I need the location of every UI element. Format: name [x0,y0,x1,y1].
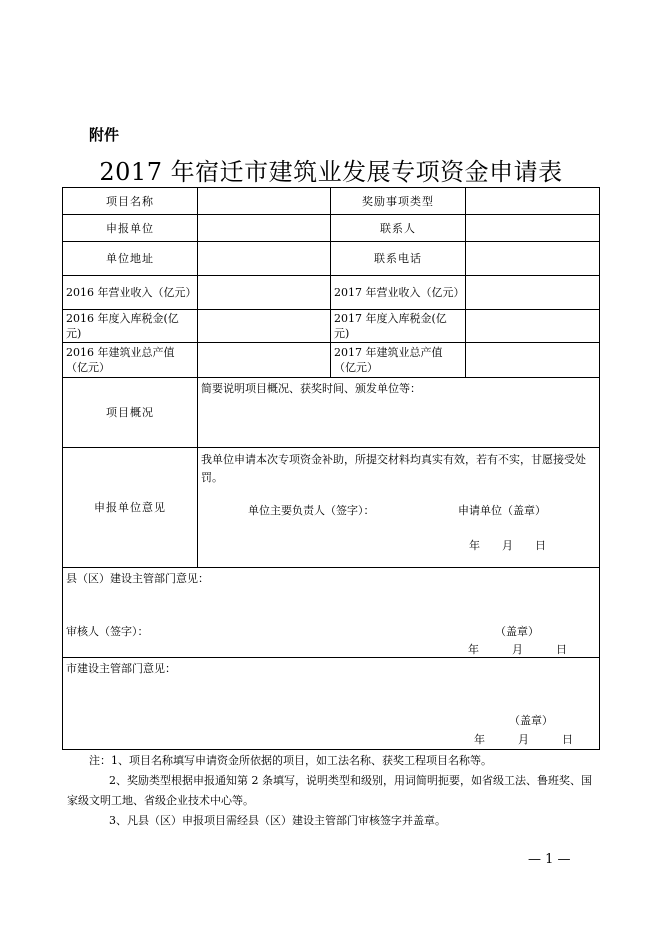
row-county-opinion [63,568,600,658]
applicant-field[interactable] [198,215,331,242]
row-project-name [63,188,600,215]
opinion-declaration: 我单位申请本次专项资金补助，所提交材料均真实有效，若有不实，甘愿接受处罚。 [201,453,586,484]
project-name-field[interactable] [198,188,331,215]
row-city-opinion [63,658,600,750]
revenue-2016-field[interactable] [198,276,331,310]
city-opinion-field[interactable] [63,658,600,750]
tax-2017-label: 2017 年度入库税金(亿元) [331,310,466,343]
county-opinion-field[interactable] [63,568,600,658]
award-type-field[interactable] [466,188,600,215]
overview-field[interactable] [198,378,600,448]
opinion-label: 申报单位意见 [63,448,198,568]
output-2016-label: 2016 年建筑业总产值（亿元） [63,343,198,378]
page-number: — 1 — [528,852,571,867]
applicant-label: 申报单位 [63,215,198,242]
county-date: 年 月 日 [468,643,567,656]
row-overview [63,378,600,448]
row-tax [63,310,600,343]
revenue-2017-label: 2017 年营业收入（亿元） [331,276,466,310]
page-title: 2017 年宿迁市建筑业发展专项资金申请表 [99,158,563,186]
note-3: 3、凡县（区）申报项目需经县（区）建设主管部门审核签字并盖章。 [109,814,446,827]
opinion-date: 年 月 日 [469,539,546,552]
contact-field[interactable] [466,215,600,242]
overview-hint: 简要说明项目概况、获奖时间、颁发单位等： [201,382,421,395]
opinion-field[interactable] [198,448,600,568]
phone-field[interactable] [466,242,600,276]
tax-2017-field[interactable] [466,310,600,343]
overview-label: 项目概况 [63,378,198,448]
output-2017-label: 2017 年建筑业总产值（亿元） [331,343,466,378]
row-revenue [63,276,600,310]
county-reviewer-label: 审核人（签字）： [66,625,149,638]
notes-section [67,751,599,831]
city-seal-label: （盖章） [509,714,553,727]
county-seal-label: （盖章） [495,625,539,638]
output-2016-field[interactable] [198,343,331,378]
row-applicant [63,215,600,242]
address-field[interactable] [198,242,331,276]
row-address [63,242,600,276]
address-label: 单位地址 [63,242,198,276]
revenue-2016-label: 2016 年营业收入（亿元） [63,276,198,310]
application-form-table [62,187,600,750]
award-type-label: 奖励事项类型 [331,188,466,215]
city-date: 年 月 日 [474,733,573,746]
note-1: 注：1、项目名称填写申请资金所依据的项目，如工法名称、获奖工程项目名称等。 [89,754,492,767]
row-output [63,343,600,378]
output-2017-field[interactable] [466,343,600,378]
row-opinion [63,448,600,568]
phone-label: 联系电话 [331,242,466,276]
tax-2016-label: 2016 年度入库税金(亿元) [63,310,198,343]
tax-2016-field[interactable] [198,310,331,343]
project-name-label: 项目名称 [63,188,198,215]
attachment-label: 附件 [89,126,120,144]
revenue-2017-field[interactable] [466,276,600,310]
leader-signature-label: 单位主要负责人（签字）： [248,504,375,517]
applicant-seal-label: 申请单位（盖章） [458,504,546,517]
county-opinion-label: 县（区）建设主管部门意见： [66,572,209,585]
contact-label: 联系人 [331,215,466,242]
note-2: 2、奖励类型根据申报通知第 2 条填写，说明类型和级别，用词简明扼要，如省级工法、鲁班奖、国家级文明工地、省级企业技术中心等。 [67,774,592,807]
city-opinion-label: 市建设主管部门意见： [66,662,176,675]
